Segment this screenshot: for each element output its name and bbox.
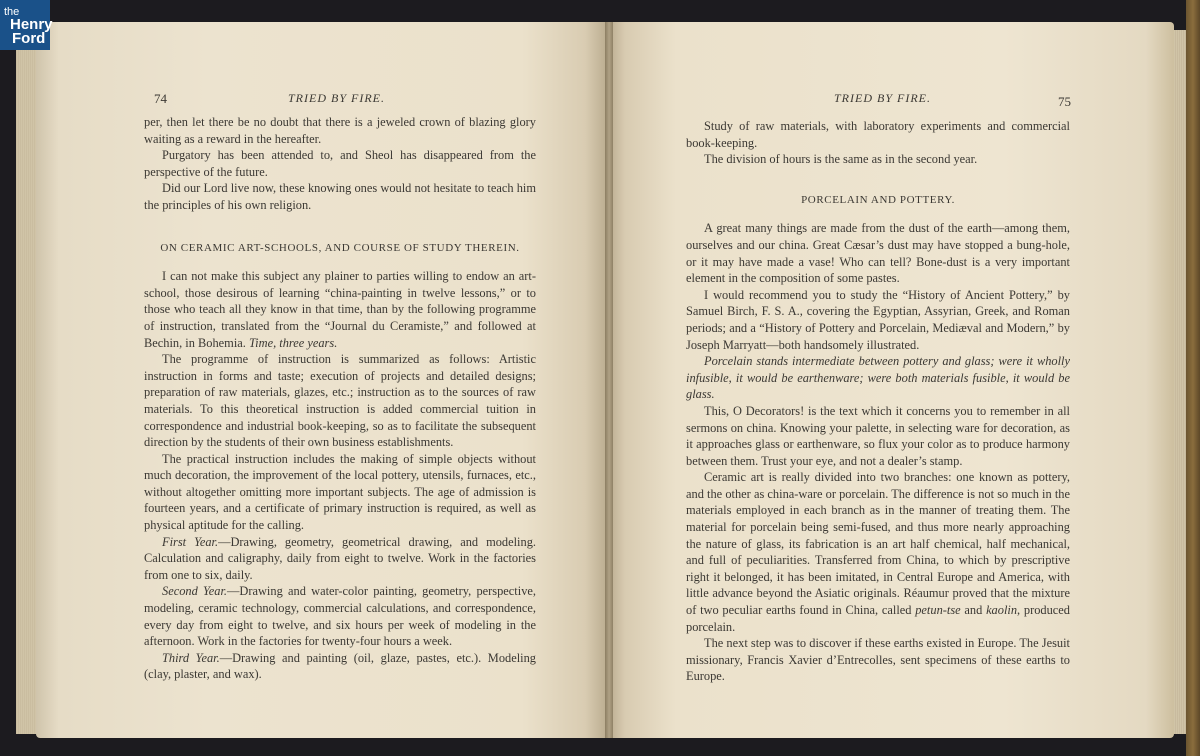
paragraph bbox=[686, 353, 1070, 403]
logo-text: Ford bbox=[12, 30, 46, 47]
paragraph: The next step was to discover if these earths existed in Europe. The Jesuit missionary, Francis Xavier d’Entrecolles, sent specimens of these earths to Europe. bbox=[686, 636, 1070, 684]
paragraph-text: —Drawing and painting (oil, glaze, pastes, etc.). Modeling (clay, plaster, and wax). bbox=[144, 650, 536, 682]
italic-text: petun-tse bbox=[915, 603, 961, 618]
italic-text: Time, three years. bbox=[248, 335, 338, 350]
paragraph-text: I can not make this subject any plainer to parties willing to endow an art-school, those desirous of learning “china-painting in twelve lessons,” or to those who teach all they know in that time, than by the following programme of instruction, translated from the “Journal du Ceramiste,” and followed at Bechin, in Bohemia. bbox=[144, 269, 536, 350]
paragraph-text: and bbox=[960, 603, 987, 618]
paragraph: This, O Decorators! is the text which it concerns you to remember in all sermons on china. Knowing your palette, in selecting ware for decoration, as it approaches glass or earthenware, so flux your color as to produce harmony between them. Trust your eye, and not a dealer’s stamp. bbox=[686, 403, 1070, 468]
running-head-right: TRIED BY FIRE. bbox=[834, 91, 931, 105]
paragraph: Study of raw materials, with laboratory experiments and commercial book-keeping. bbox=[686, 119, 1070, 150]
paragraph: A great many things are made from the dust of the earth—among them, ourselves and our china. Great Cæsar’s dust may have stopped a bung-hole, or it may have made a vase! Who can tell? Bone-dust is a very important element in the composition of some pastes. bbox=[686, 221, 1070, 286]
year-label: Second Year. bbox=[162, 584, 228, 599]
paragraph: Purgatory has been attended to, and Sheol has disappeared from the perspective of the future. bbox=[144, 148, 536, 179]
section-heading: ON CERAMIC ART-SCHOOLS, AND COURSE OF STUDY THEREIN. bbox=[160, 241, 520, 254]
paragraph: I would recommend you to study the “History of Ancient Pottery,” by Samuel Birch, F. S. A., covering the Egyptian, Assyrian, Greek, and Roman periods; and a “History of Pottery and Porcelain, Mediæval and Modern,” by Joseph Marryatt—both handsomely illustrated. bbox=[686, 287, 1070, 352]
page-number-left: 74 bbox=[154, 91, 167, 106]
paragraph bbox=[686, 469, 1070, 635]
left-page bbox=[36, 22, 608, 738]
book-cover-edge bbox=[1186, 0, 1200, 756]
italic-text: Porcelain stands intermediate between pottery and glass; were it wholly infusible, it would be earthenware; were both materials fusible, it would be glass. bbox=[686, 354, 1070, 402]
paragraph-text: Ceramic art is really divided into two branches: one known as pottery, and the other as china-ware or porcelain. The difference is not so much in the materials employed in each branch as in the manner of treating them. The material for porcelain being semi-fused, and thus more nearly approaching the nature of glass, its fabrication is an art half chemical, half mechanical, and full of peculiarities. Transferred from China, to which by prescriptive right it belonged, it has been imitated, in Central Europe and America, with little advance beyond the Asiatic originals. Réaumur proved that the mixture of two peculiar earths found in China, called bbox=[686, 470, 1070, 618]
section-heading: PORCELAIN AND POTTERY. bbox=[801, 193, 955, 206]
paragraph bbox=[144, 268, 536, 351]
page-edges-left bbox=[16, 30, 38, 734]
book-spread bbox=[8, 0, 1200, 756]
henry-ford-logo bbox=[0, 0, 53, 50]
right-page-body bbox=[686, 118, 1070, 685]
paragraph-text: , produced porcelain. bbox=[686, 603, 1070, 634]
italic-text: kaolin bbox=[986, 603, 1018, 618]
logo-text: Henry bbox=[10, 16, 53, 33]
page-number-right: 75 bbox=[1058, 94, 1071, 109]
paragraph bbox=[144, 534, 536, 584]
paragraph: The practical instruction includes the making of simple objects without much decoration, the improvement of the local pottery, utensils, furnaces, etc., without altogether omitting more important subjects. The age of admission is fourteen years, and a certificate of primary instruction is required, as well as physical aptitude for the calling. bbox=[144, 451, 536, 533]
paragraph: The programme of instruction is summarized as follows: Artistic instruction in forms and taste; execution of projects and detailed designs; preparation of raw materials, glazes, etc.; instruction as to the sources of raw materials. To this theoretical instruction is added commercial tuition in correspondence and industrial book-keeping, so as to facilitate the subsequent direction by the students of their own business establishments. bbox=[144, 352, 536, 450]
paragraph bbox=[144, 583, 536, 649]
year-label: First Year. bbox=[162, 534, 219, 549]
paragraph-text: —Drawing and water-color painting, geometry, perspective, modeling, ceramic technology, commercial calculations, and correspondence, every day from eight to twelve, and six hours per week of modeling in the afternoon. Work in the factories for twenty-four hours a week. bbox=[144, 584, 536, 649]
paragraph: Did our Lord live now, these knowing ones would not hesitate to teach him the principles of his own religion. bbox=[144, 181, 536, 212]
paragraph: The division of hours is the same as in the second year. bbox=[704, 152, 978, 167]
right-page bbox=[608, 22, 1174, 738]
year-label: Third Year. bbox=[162, 650, 220, 665]
left-page-body bbox=[144, 114, 536, 683]
logo-text: the bbox=[4, 6, 20, 18]
paragraph: per, then let there be no doubt that there is a jeweled crown of blazing glory waiting as a reward in the hereafter. bbox=[144, 115, 536, 146]
book-gutter bbox=[605, 22, 613, 738]
paragraph-text: —Drawing, geometry, geometrical drawing, and modeling. Calculation and caligraphy, daily from eight to twelve. Work in the factories from one to six, daily. bbox=[144, 534, 536, 582]
paragraph bbox=[144, 650, 536, 683]
running-head-left: TRIED BY FIRE. bbox=[288, 91, 385, 105]
